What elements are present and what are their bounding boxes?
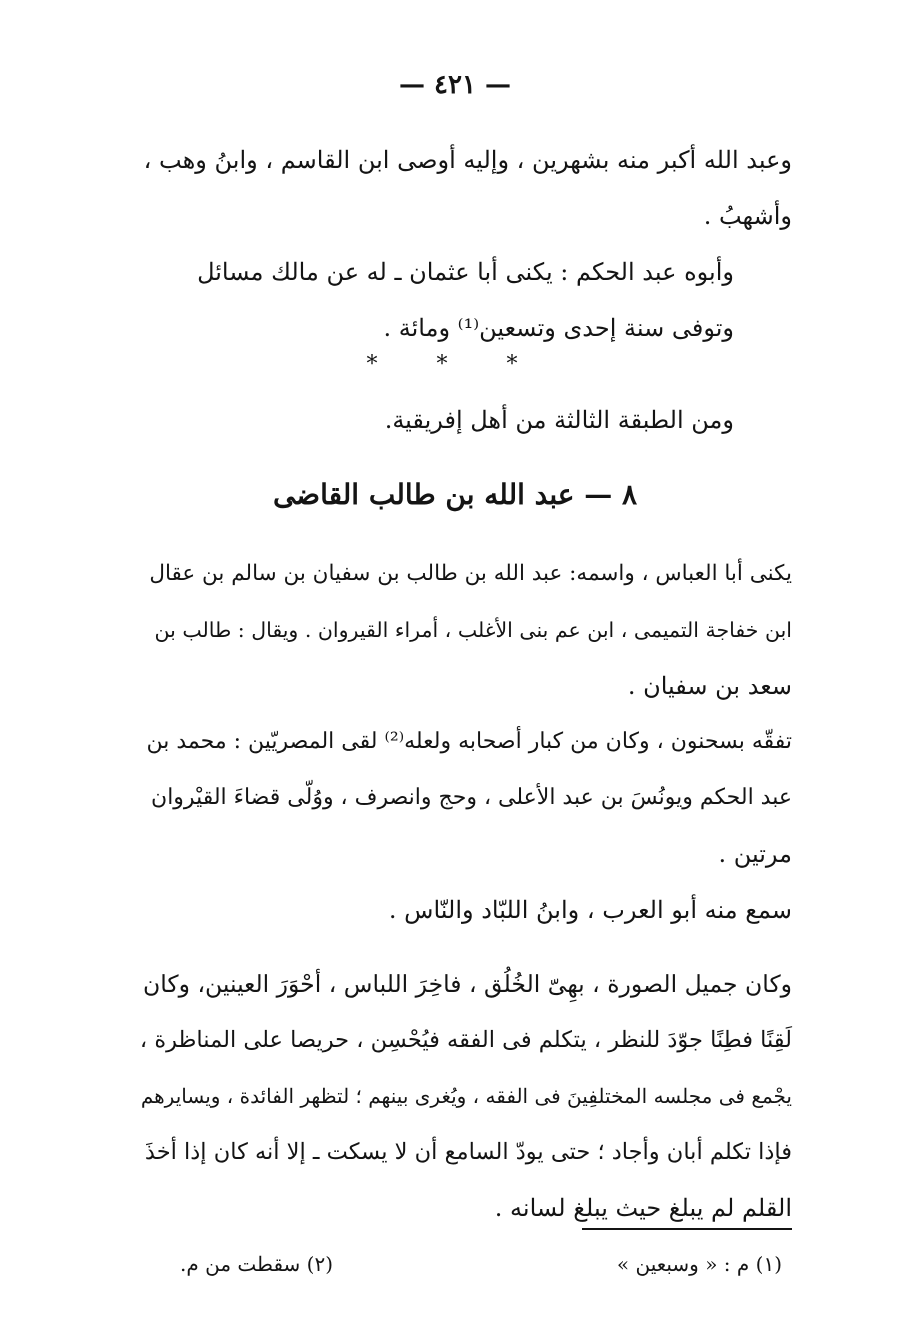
section-intro	[140, 392, 734, 448]
text-line: وعبد الله أكبر منه بشهرين ، وإليه أوصى ابن القاسم ، وابنُ وهب ،	[143, 146, 792, 174]
text-line: وأشهبُ .	[703, 202, 792, 230]
text-line: وأبوه عبد الحكم : يكنى أبا عثمان ـ له عن مالك مسائل	[197, 258, 734, 286]
text-line: وكان جميل الصورة ، بهِىّ الخُلُق ، فاخِرَ اللباس ، أحْوَرَ العينين، وكان	[143, 970, 792, 998]
paragraph-2	[140, 244, 734, 356]
text-line: مرتين .	[718, 840, 792, 868]
text-line: تفقّه بسحنون ، وكان من كبار أصحابه ولعله⁽²⁾ لقى المصريّين : محمد بن	[146, 729, 792, 754]
text-line: وتوفى سنة إحدى وتسعين⁽¹⁾ ومائة .	[383, 314, 734, 342]
paragraph-6	[140, 956, 792, 1236]
entry-heading: ٨ — عبد الله بن طالب القاضى	[272, 478, 638, 511]
text-line: لَقِنًا فطِنًا جوّدَ للنظر ، يتكلم فى الفقه فيُحْسِن ، حريصا على المناظرة ،	[139, 1027, 792, 1053]
text-line: ابن خفاجة التميمى ، ابن عم بنى الأغلب ، أمراء القيروان . ويقال : طالب بن	[154, 618, 792, 642]
text-line: القلم لم يبلغ حيث يبلغ لسانه .	[494, 1194, 792, 1222]
paragraph-3	[140, 546, 792, 714]
page-number: — ٤٢١ —	[398, 70, 512, 100]
footnote-divider	[582, 1228, 792, 1230]
text-line: سمع منه أبو العرب ، وابنُ اللبّاد والنّاس .	[388, 896, 792, 924]
separator-stars: * * *	[366, 352, 544, 377]
paragraph-4	[140, 714, 792, 882]
text-line: ومن الطبقة الثالثة من أهل إفريقية.	[384, 406, 734, 434]
paragraph-1	[140, 132, 792, 244]
paragraph-5	[140, 882, 792, 938]
footnote-1: (١) م : « وسبعين »	[616, 1252, 782, 1276]
text-line: يجْمع فى مجلسه المختلفِينَ فى الفقه ، ويُغرى بينهم ؛ لتظهر الفائدة ، ويسايرهم	[140, 1084, 792, 1108]
text-line: عبد الحكم ويونُسَ بن عبد الأعلى ، وحج وانصرف ، ووُلّى قضاءَ القيْروان	[151, 785, 792, 810]
text-line: يكنى أبا العباس ، واسمه: عبد الله بن طالب بن سفيان بن سالم بن عقال	[149, 561, 792, 586]
footnote-2: (٢) سقطت من م.	[180, 1252, 334, 1276]
text-line: فإذا تكلم أبان وأجاد ؛ حتى يودّ السامع أن لا يسكت ـ إلا أنه كان إذا أخذَ	[144, 1139, 792, 1165]
text-line: سعد بن سفيان .	[627, 672, 792, 700]
